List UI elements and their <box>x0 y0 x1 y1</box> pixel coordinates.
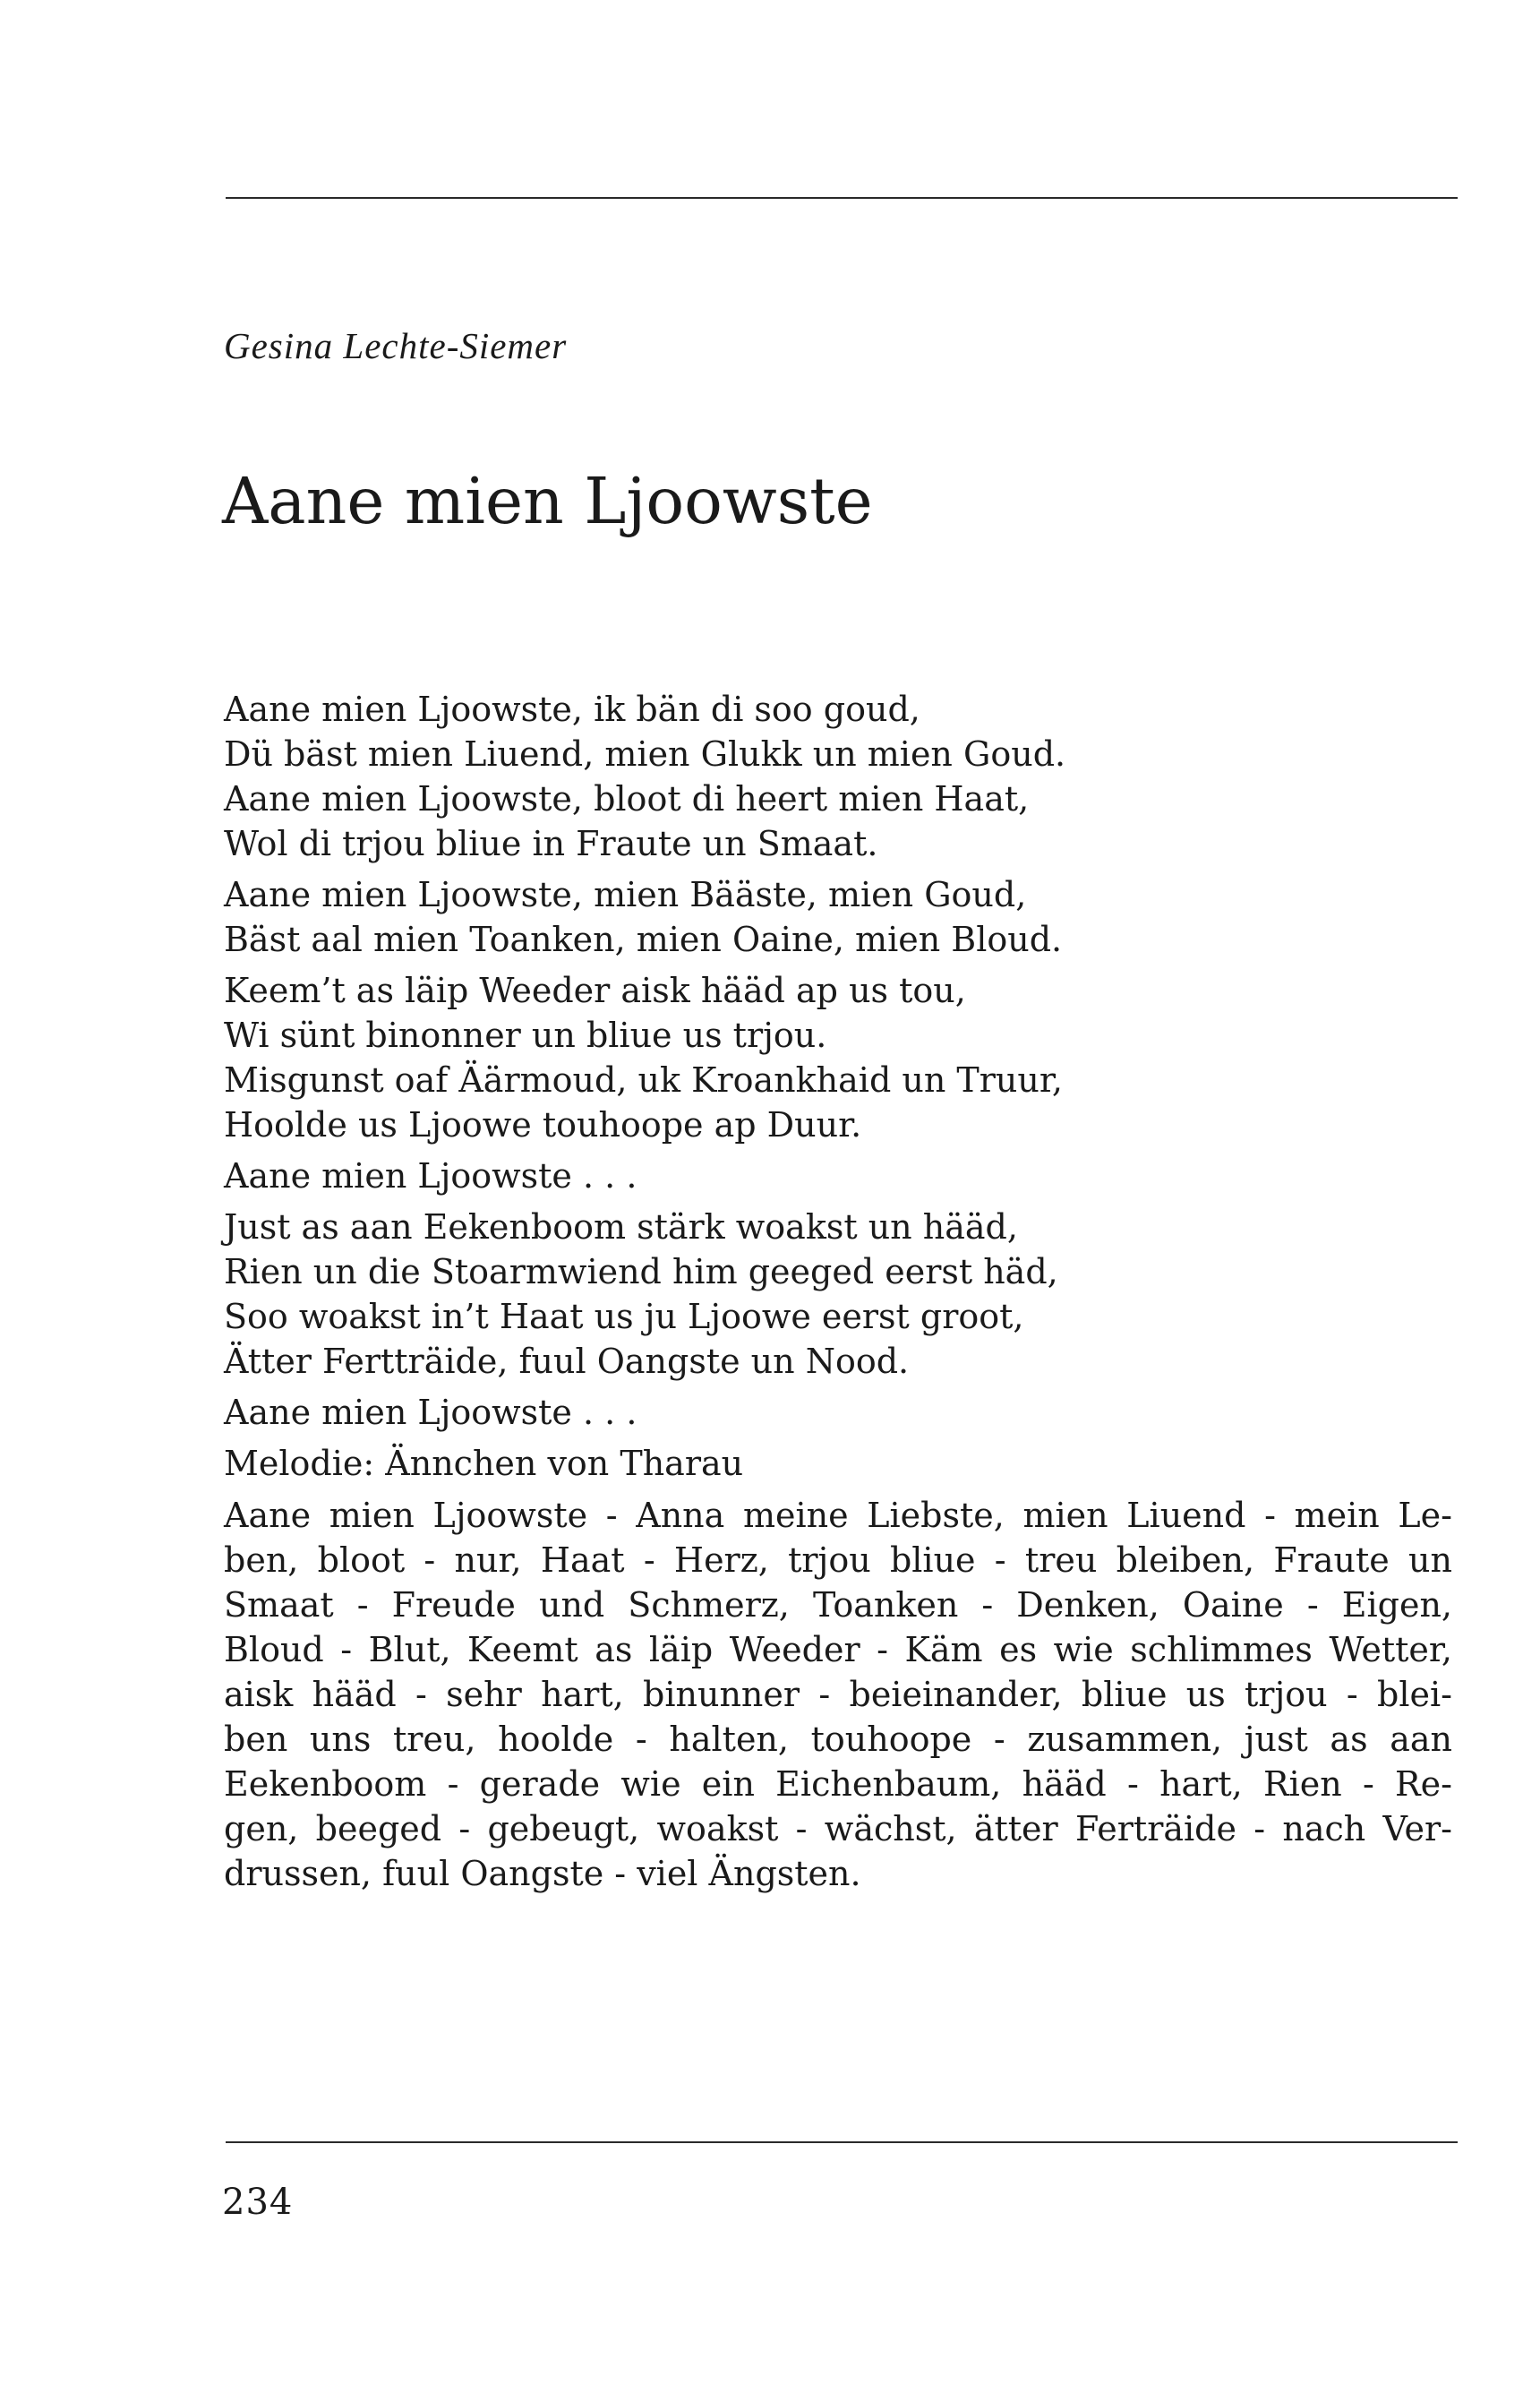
glossary-line: Eekenboom - gerade wie ein Eichenbaum, hääd - hart, Rien - Re- <box>224 1764 1452 1804</box>
poem-line: Bäst aal mien Toanken, mien Oaine, mien Bloud. <box>224 920 1063 959</box>
glossary-line: gen, beeged - gebeugt, woakst - wächst, ätter Ferträide - nach Ver- <box>224 1809 1452 1848</box>
bottom-rule <box>226 2141 1458 2143</box>
poem-line: Keem’t as läip Weeder aisk hääd ap us tou, <box>224 971 966 1010</box>
glossary-line: ben, bloot - nur, Haat - Herz, trjou bliue - treu bleiben, Fraute un <box>224 1540 1452 1580</box>
poem-line: Hoolde us Ljoowe touhoope ap Duur. <box>224 1105 862 1145</box>
stanza <box>224 872 1468 962</box>
stanza <box>224 687 1468 866</box>
poem-line: Aane mien Ljoowste . . . <box>224 1156 637 1196</box>
glossary-line: aisk hääd - sehr hart, binunner - beieinander, bliue us trjou - blei- <box>224 1675 1452 1714</box>
poem-line: Soo woakst in’t Haat us ju Ljoowe eerst groot, <box>224 1297 1024 1336</box>
poem-title: Aane mien Ljoowste <box>222 464 873 538</box>
poem-line: Aane mien Ljoowste, mien Bääste, mien Goud, <box>224 875 1027 914</box>
glossary-line: drussen, fuul Oangste - viel Ängsten. <box>224 1854 861 1893</box>
poem-line: Melodie: Ännchen von Tharau <box>224 1444 744 1483</box>
glossary-line: Aane mien Ljoowste - Anna meine Liebste, mien Liuend - mein Le- <box>224 1496 1452 1535</box>
poem-body <box>224 687 1468 1896</box>
refrain <box>224 1154 1468 1198</box>
glossary-line: ben uns treu, hoolde - halten, touhoope - zusammen, just as aan <box>224 1720 1452 1759</box>
refrain <box>224 1390 1468 1435</box>
poem-line: Rien un die Stoarmwiend him geeged eerst häd, <box>224 1252 1058 1291</box>
poem-line: Just as aan Eekenboom stärk woakst un hääd, <box>224 1207 1018 1247</box>
poem-line: Wi sünt binonner un bliue us trjou. <box>224 1016 827 1055</box>
poem-line: Aane mien Ljoowste . . . <box>224 1393 637 1432</box>
glossary <box>224 1493 1452 1896</box>
poem-line: Aane mien Ljoowste, bloot di heert mien Haat, <box>224 779 1030 819</box>
stanza <box>224 968 1468 1147</box>
glossary-line: Bloud - Blut, Keemt as läip Weeder - Käm es wie schlimmes Wetter, <box>224 1630 1452 1669</box>
poem-line: Wol di trjou bliue in Fraute un Smaat. <box>224 824 878 863</box>
stanza <box>224 1205 1468 1384</box>
page-number: 234 <box>222 2182 294 2223</box>
poem-line: Ätter Fertträide, fuul Oangste un Nood. <box>224 1342 910 1381</box>
poem-line: Misgunst oaf Äärmoud, uk Kroankhaid un Truur, <box>224 1060 1063 1100</box>
melody-note <box>224 1441 1468 1486</box>
top-rule <box>226 197 1458 199</box>
glossary-line: Smaat - Freude und Schmerz, Toanken - Denken, Oaine - Eigen, <box>224 1585 1452 1625</box>
poem-line: Dü bäst mien Liuend, mien Glukk un mien Goud. <box>224 734 1066 774</box>
poem-line: Aane mien Ljoowste, ik bän di soo goud, <box>224 690 920 729</box>
author-name: Gesina Lechte-Siemer <box>224 325 568 366</box>
